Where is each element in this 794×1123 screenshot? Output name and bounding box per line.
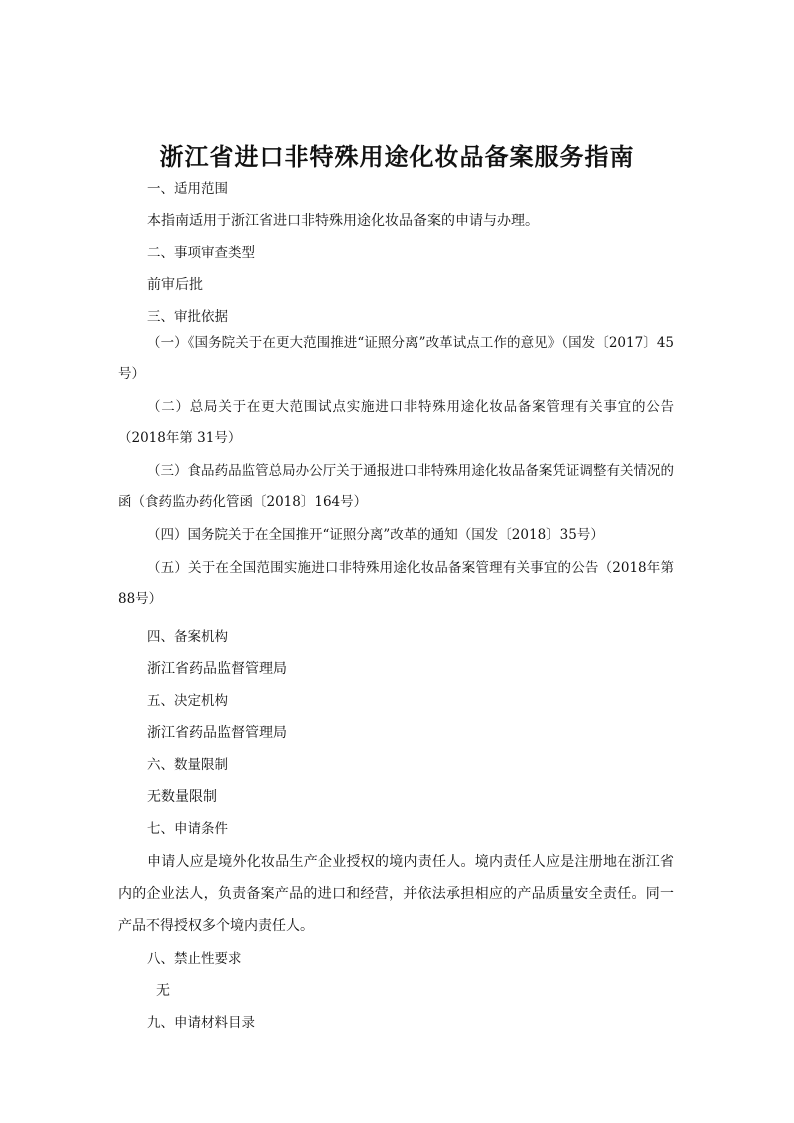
section-heading-conditions: 七、申请条件 bbox=[147, 821, 228, 837]
basis-ref-5: （五）关于在全国范围实施进口非特殊用途化妆品备案管理有关事宜的公告（2018年第 88号） bbox=[118, 560, 674, 607]
basis-ref-2: （二）总局关于在更大范围试点实施进口非特殊用途化妆品备案管理有关事宜的公告（2018年第 31号） bbox=[118, 399, 674, 446]
section-heading-scope: 一、适用范围 bbox=[147, 181, 228, 197]
section-body-decision-agency: 浙江省药品监督管理局 bbox=[147, 725, 287, 741]
section-body-quantity-limit: 无数量限制 bbox=[147, 789, 217, 805]
basis-ref-4: （四）国务院关于在全国推开“证照分离”改革的通知（国发〔2018〕35号） bbox=[147, 527, 604, 543]
section-heading-materials: 九、申请材料目录 bbox=[147, 1015, 255, 1031]
section-heading-prohibitions: 八、禁止性要求 bbox=[147, 951, 242, 967]
section-heading-quantity-limit: 六、数量限制 bbox=[147, 757, 228, 773]
basis-ref-1: （一）《国务院关于在更大范围推进“证照分离”改革试点工作的意见》（国发〔2017〕45号） bbox=[118, 335, 674, 382]
section-heading-filing-agency: 四、备案机构 bbox=[147, 629, 228, 645]
section-heading-basis: 三、审批依据 bbox=[147, 309, 228, 325]
section-body-prohibitions: 无 bbox=[156, 983, 170, 999]
section-body-conditions: 申请人应是境外化妆品生产企业授权的境内责任人。境内责任人应是注册地在浙江省内的企业法人，负责备案产品的进口和经营，并依法承担相应的产品质量安全责任。同一产品不得授权多个境内责任人。 bbox=[118, 854, 674, 934]
document-body bbox=[118, 180, 674, 1032]
section-body-scope: 本指南适用于浙江省进口非特殊用途化妆品备案的申请与办理。 bbox=[147, 213, 539, 229]
section-body-review-type: 前审后批 bbox=[147, 277, 203, 293]
section-heading-decision-agency: 五、决定机构 bbox=[147, 693, 228, 709]
basis-ref-3: （三）食品药品监管总局办公厅关于通报进口非特殊用途化妆品备案凭证调整有关情况的函（食药监办药化管函〔2018〕164号） bbox=[118, 463, 674, 510]
section-heading-review-type: 二、事项审查类型 bbox=[147, 245, 255, 261]
section-body-filing-agency: 浙江省药品监督管理局 bbox=[147, 661, 287, 677]
document-title: 浙江省进口非特殊用途化妆品备案服务指南 bbox=[159, 142, 635, 171]
